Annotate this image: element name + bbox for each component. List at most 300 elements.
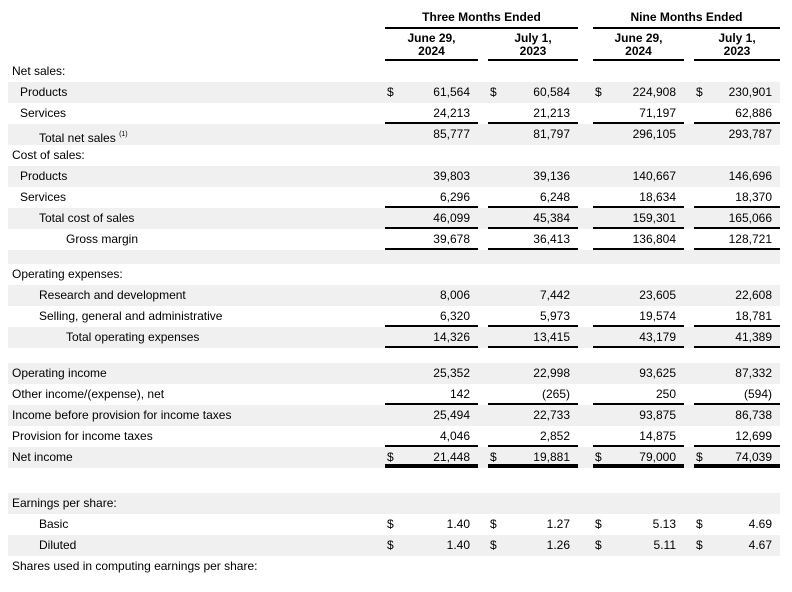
- column-gap: [684, 363, 694, 384]
- dollar-sign: [593, 493, 609, 514]
- dollar-sign: $: [595, 85, 602, 99]
- cell-value: 128,721: [710, 229, 780, 250]
- column-gap: [478, 264, 488, 285]
- column-gap: [578, 264, 593, 285]
- dollar-sign: [488, 208, 504, 229]
- table-row: [8, 447, 780, 468]
- cell-value: 18,370: [710, 187, 780, 208]
- blank-row: [8, 250, 780, 264]
- dollar-sign: [385, 306, 401, 327]
- column-gap: [684, 493, 694, 514]
- dollar-sign: [694, 61, 710, 82]
- cell-value: 22,998: [533, 366, 570, 380]
- dollar-sign: [488, 405, 504, 426]
- cell-value: [504, 145, 578, 166]
- cell-value: 24,213: [401, 103, 478, 124]
- dollar-sign: $: [387, 85, 394, 99]
- dollar-sign: $: [593, 447, 609, 468]
- column-gap: [478, 208, 488, 229]
- table-row: [8, 514, 780, 535]
- dollar-sign: [694, 556, 710, 577]
- row-label: Provision for income taxes: [12, 429, 153, 443]
- column-gap: [578, 363, 593, 384]
- column-gap: [478, 556, 488, 577]
- dollar-sign: [593, 405, 609, 426]
- cell-value: [710, 264, 780, 285]
- dollar-sign: [488, 103, 504, 124]
- column-group-nine-months: Nine Months Ended: [593, 10, 780, 29]
- column-gap: [684, 124, 694, 145]
- row-label: Total net sales: [39, 131, 116, 145]
- cell-value: 165,066: [710, 208, 780, 229]
- date-line2: 2023: [723, 44, 751, 58]
- column-gap: [578, 229, 593, 250]
- date-line1: June 29,: [407, 31, 456, 45]
- table-row: [8, 285, 780, 306]
- dollar-sign: [385, 208, 401, 229]
- column-gap: [478, 187, 488, 208]
- cell-value: 86,738: [735, 408, 772, 422]
- cell-value: 22,608: [735, 288, 772, 302]
- cell-value: [504, 61, 578, 82]
- cell-value: 36,413: [504, 229, 578, 250]
- dollar-sign: $: [490, 85, 497, 99]
- dollar-sign: [694, 426, 710, 447]
- dollar-sign: [385, 493, 401, 514]
- cell-value: 45,384: [504, 208, 578, 229]
- dollar-sign: $: [387, 538, 394, 552]
- cell-value: 93,625: [639, 366, 676, 380]
- cell-value: 93,875: [639, 408, 676, 422]
- cell-value: [710, 145, 780, 166]
- cell-value: 5.11: [653, 538, 676, 552]
- column-gap: [578, 187, 593, 208]
- dollar-sign: [385, 405, 401, 426]
- dollar-sign: [694, 187, 710, 208]
- blank-row: [8, 348, 780, 363]
- column-gap: [684, 208, 694, 229]
- dollar-sign: [385, 285, 401, 306]
- cell-value: 1.40: [446, 538, 470, 552]
- row-label-cell: [8, 82, 385, 103]
- row-label-cell: [8, 145, 385, 166]
- table-row: [8, 384, 780, 405]
- date-line2: 2023: [519, 44, 547, 58]
- cell-value: 159,301: [609, 208, 684, 229]
- column-gap: [578, 535, 593, 556]
- dollar-sign: [385, 426, 401, 447]
- dollar-sign: [593, 264, 609, 285]
- cell-value: 1.26: [546, 538, 570, 552]
- cell-value: 23,605: [639, 288, 676, 302]
- dollar-sign: [593, 124, 609, 145]
- cell-value: 21,213: [504, 103, 578, 124]
- row-label-cell: [8, 363, 385, 384]
- cell-value: 4.69: [748, 517, 772, 531]
- column-gap: [578, 405, 593, 426]
- dollar-sign: [488, 187, 504, 208]
- dollar-sign: [488, 166, 504, 187]
- cell-value: 46,099: [401, 208, 478, 229]
- table-row: [8, 426, 780, 447]
- cell-value: 79,000: [609, 447, 684, 468]
- cell-value: 5.13: [652, 517, 676, 531]
- cell-value: 62,886: [710, 103, 780, 124]
- dollar-sign: [488, 306, 504, 327]
- row-label-cell: [8, 447, 385, 468]
- column-gap: [684, 166, 694, 187]
- column-gap: [578, 306, 593, 327]
- row-label: Research and development: [39, 288, 186, 302]
- dollar-sign: [694, 405, 710, 426]
- column-gap: [684, 426, 694, 447]
- date-line2: 2024: [625, 44, 652, 58]
- dollar-sign: [694, 285, 710, 306]
- date-line2: 2024: [418, 44, 445, 58]
- cell-value: 19,574: [609, 306, 684, 327]
- row-label: Operating expenses:: [12, 267, 123, 281]
- row-label-cell: [8, 493, 385, 514]
- dollar-sign: [694, 493, 710, 514]
- row-label-cell: [8, 61, 385, 82]
- table-row: [8, 363, 780, 384]
- cell-value: 43,179: [609, 327, 684, 348]
- cell-value: 4.67: [748, 538, 772, 552]
- cell-value: [504, 493, 578, 514]
- cell-value: 61,564: [433, 85, 470, 99]
- table-row: [8, 166, 780, 187]
- cell-value: [609, 264, 684, 285]
- column-gap: [478, 447, 488, 468]
- cell-value: 4,046: [401, 426, 478, 447]
- dollar-sign: [385, 327, 401, 348]
- row-label-cell: [8, 405, 385, 426]
- column-gap: [684, 103, 694, 124]
- column-gap: [684, 405, 694, 426]
- cell-value: 146,696: [728, 169, 772, 183]
- table-row: [8, 405, 780, 426]
- dollar-sign: [385, 166, 401, 187]
- column-gap: [578, 285, 593, 306]
- column-gap: [684, 535, 694, 556]
- dollar-sign: [593, 187, 609, 208]
- dollar-sign: [694, 229, 710, 250]
- column-header-date: [488, 29, 578, 61]
- row-label-cell: [8, 187, 385, 208]
- dollar-sign: [593, 229, 609, 250]
- dollar-sign: [385, 264, 401, 285]
- column-gap: [478, 405, 488, 426]
- cell-value: 14,326: [401, 327, 478, 348]
- table-row: [8, 264, 780, 285]
- cell-value: [710, 61, 780, 82]
- table-row: [8, 187, 780, 208]
- column-gap: [684, 556, 694, 577]
- column-gap: [684, 264, 694, 285]
- cell-value: 18,781: [710, 306, 780, 327]
- column-gap: [478, 363, 488, 384]
- dollar-sign: [593, 363, 609, 384]
- column-header-date: [385, 29, 478, 61]
- column-gap: [684, 384, 694, 405]
- dollar-sign: [385, 363, 401, 384]
- cell-value: 224,908: [632, 85, 676, 99]
- dollar-sign: [694, 327, 710, 348]
- cell-value: 39,136: [533, 169, 570, 183]
- row-label: Other income/(expense), net: [12, 387, 165, 401]
- dollar-sign: [385, 556, 401, 577]
- cell-value: 25,352: [433, 366, 470, 380]
- dollar-sign: [694, 363, 710, 384]
- dollar-sign: [488, 264, 504, 285]
- dollar-sign: [488, 285, 504, 306]
- column-gap: [578, 514, 593, 535]
- dollar-sign: [385, 61, 401, 82]
- cell-value: 136,804: [609, 229, 684, 250]
- row-label-cell: [8, 535, 385, 556]
- column-gap: [684, 327, 694, 348]
- dollar-sign: $: [385, 447, 401, 468]
- column-group-three-months: Three Months Ended: [385, 10, 578, 29]
- column-gap: [578, 166, 593, 187]
- row-label: Products: [20, 169, 68, 183]
- date-line1: July 1,: [718, 31, 756, 45]
- dollar-sign: $: [595, 538, 602, 552]
- column-gap: [684, 514, 694, 535]
- dollar-sign: [694, 264, 710, 285]
- column-gap: [684, 229, 694, 250]
- row-label-cell: [8, 229, 385, 250]
- dollar-sign: [694, 103, 710, 124]
- column-gap: [478, 327, 488, 348]
- cell-value: 2,852: [504, 426, 578, 447]
- cell-value: 250: [609, 384, 684, 405]
- cell-value: [401, 145, 478, 166]
- cell-value: [504, 264, 578, 285]
- dollar-sign: [385, 145, 401, 166]
- dollar-sign: [593, 306, 609, 327]
- dollar-sign: [385, 187, 401, 208]
- column-gap: [478, 82, 488, 103]
- cell-value: 19,881: [504, 447, 578, 468]
- dollar-sign: $: [490, 517, 497, 531]
- column-gap: [578, 493, 593, 514]
- cell-value: 39,803: [433, 169, 470, 183]
- table-row: [8, 124, 780, 145]
- table-body: [8, 61, 780, 577]
- column-gap: [684, 306, 694, 327]
- dollar-sign: [385, 229, 401, 250]
- column-gap: [684, 447, 694, 468]
- dollar-sign: $: [488, 447, 504, 468]
- cell-value: 8,006: [439, 288, 470, 302]
- cell-value: 296,105: [632, 127, 676, 141]
- dollar-sign: [488, 426, 504, 447]
- dollar-sign: [488, 556, 504, 577]
- cell-value: 1.40: [446, 517, 470, 531]
- table-row: [8, 493, 780, 514]
- dollar-sign: [488, 61, 504, 82]
- column-gap: [478, 61, 488, 82]
- dollar-sign: [488, 327, 504, 348]
- column-gap: [578, 327, 593, 348]
- table-row: [8, 145, 780, 166]
- dollar-sign: $: [694, 447, 710, 468]
- column-gap: [578, 103, 593, 124]
- column-gap: [478, 229, 488, 250]
- dollar-sign: [593, 327, 609, 348]
- column-gap: [478, 124, 488, 145]
- column-gap: [684, 187, 694, 208]
- row-label: Selling, general and administrative: [39, 309, 223, 323]
- date-line1: July 1,: [514, 31, 552, 45]
- dollar-sign: [694, 124, 710, 145]
- dollar-sign: [593, 556, 609, 577]
- row-label: Income before provision for income taxes: [12, 408, 232, 422]
- cell-value: 5,973: [504, 306, 578, 327]
- cell-value: [609, 556, 684, 577]
- dollar-sign: [385, 384, 401, 405]
- table-row: [8, 103, 780, 124]
- column-gap: [478, 384, 488, 405]
- column-gap: [478, 145, 488, 166]
- dollar-sign: [488, 145, 504, 166]
- column-gap: [684, 82, 694, 103]
- column-gap: [578, 384, 593, 405]
- cell-value: 142: [401, 384, 478, 405]
- cell-value: [609, 493, 684, 514]
- row-label: Shares used in computing earnings per share:: [12, 559, 258, 573]
- cell-value: [401, 61, 478, 82]
- column-gap: [578, 124, 593, 145]
- cell-value: [609, 145, 684, 166]
- column-gap: [478, 426, 488, 447]
- table-row: [8, 535, 780, 556]
- cell-value: 14,875: [609, 426, 684, 447]
- dollar-sign: [488, 124, 504, 145]
- cell-value: 85,777: [433, 127, 470, 141]
- dollar-sign: [385, 103, 401, 124]
- row-label: Gross margin: [66, 232, 139, 246]
- cell-value: 6,320: [401, 306, 478, 327]
- cell-value: [710, 556, 780, 577]
- cell-value: 39,678: [401, 229, 478, 250]
- cell-value: [504, 556, 578, 577]
- column-gap: [578, 145, 593, 166]
- dollar-sign: [593, 61, 609, 82]
- row-label: Cost of sales:: [12, 148, 85, 162]
- column-gap: [478, 306, 488, 327]
- row-label: Net sales:: [12, 64, 66, 78]
- cell-value: 293,787: [728, 127, 772, 141]
- blank-row: [8, 468, 780, 493]
- row-label-cell: [8, 285, 385, 306]
- table-row: [8, 82, 780, 103]
- cell-value: 21,448: [401, 447, 478, 468]
- dollar-sign: $: [696, 85, 703, 99]
- column-gap: [578, 82, 593, 103]
- cell-value: [401, 264, 478, 285]
- cell-value: 7,442: [539, 288, 570, 302]
- cell-value: [710, 493, 780, 514]
- dollar-sign: [593, 166, 609, 187]
- dollar-sign: [694, 166, 710, 187]
- dollar-sign: [593, 145, 609, 166]
- dollar-sign: [488, 493, 504, 514]
- table-row: [8, 61, 780, 82]
- row-label: Services: [20, 190, 67, 204]
- column-gap: [684, 285, 694, 306]
- dollar-sign: [593, 208, 609, 229]
- dollar-sign: [593, 426, 609, 447]
- dollar-sign: [694, 145, 710, 166]
- cell-value: 74,039: [710, 447, 780, 468]
- table-row: [8, 306, 780, 327]
- date-line1: June 29,: [614, 31, 663, 45]
- column-gap: [478, 493, 488, 514]
- row-label-cell: [8, 208, 385, 229]
- row-label: Earnings per share:: [12, 496, 117, 510]
- cell-value: 71,197: [609, 103, 684, 124]
- dollar-sign: [694, 208, 710, 229]
- row-label: Services: [20, 106, 67, 120]
- row-label-cell: [8, 306, 385, 327]
- row-label: Operating income: [12, 366, 107, 380]
- column-date-header-row: [8, 29, 780, 61]
- dollar-sign: [694, 384, 710, 405]
- column-group-header-row: [8, 10, 780, 29]
- cell-value: 22,733: [533, 408, 570, 422]
- column-gap: [684, 145, 694, 166]
- column-header-date: [593, 29, 684, 61]
- row-label: Net income: [12, 450, 73, 464]
- dollar-sign: [694, 306, 710, 327]
- dollar-sign: $: [490, 538, 497, 552]
- table-row: [8, 208, 780, 229]
- cell-value: [401, 493, 478, 514]
- cell-value: 13,415: [504, 327, 578, 348]
- row-label-cell: [8, 264, 385, 285]
- row-label-cell: [8, 514, 385, 535]
- cell-value: (594): [710, 384, 780, 405]
- column-gap: [478, 166, 488, 187]
- cell-value: 81,797: [533, 127, 570, 141]
- dollar-sign: [488, 384, 504, 405]
- cell-value: 87,332: [735, 366, 772, 380]
- row-label-cell: [8, 426, 385, 447]
- column-gap: [478, 514, 488, 535]
- row-label: Total cost of sales: [39, 211, 135, 225]
- cell-value: 12,699: [710, 426, 780, 447]
- row-label-cell: [8, 327, 385, 348]
- cell-value: 25,494: [433, 408, 470, 422]
- column-gap: [478, 103, 488, 124]
- dollar-sign: $: [595, 517, 602, 531]
- row-label-cell: [8, 103, 385, 124]
- column-gap: [578, 447, 593, 468]
- cell-value: 1.27: [546, 517, 570, 531]
- row-label: Basic: [39, 517, 69, 531]
- cell-value: (265): [504, 384, 578, 405]
- dollar-sign: $: [696, 538, 703, 552]
- dollar-sign: [488, 229, 504, 250]
- cell-value: 60,584: [533, 85, 570, 99]
- cell-value: 230,901: [728, 85, 772, 99]
- row-label-cell: [8, 556, 385, 577]
- dollar-sign: [385, 124, 401, 145]
- table-row: [8, 327, 780, 348]
- column-gap: [478, 285, 488, 306]
